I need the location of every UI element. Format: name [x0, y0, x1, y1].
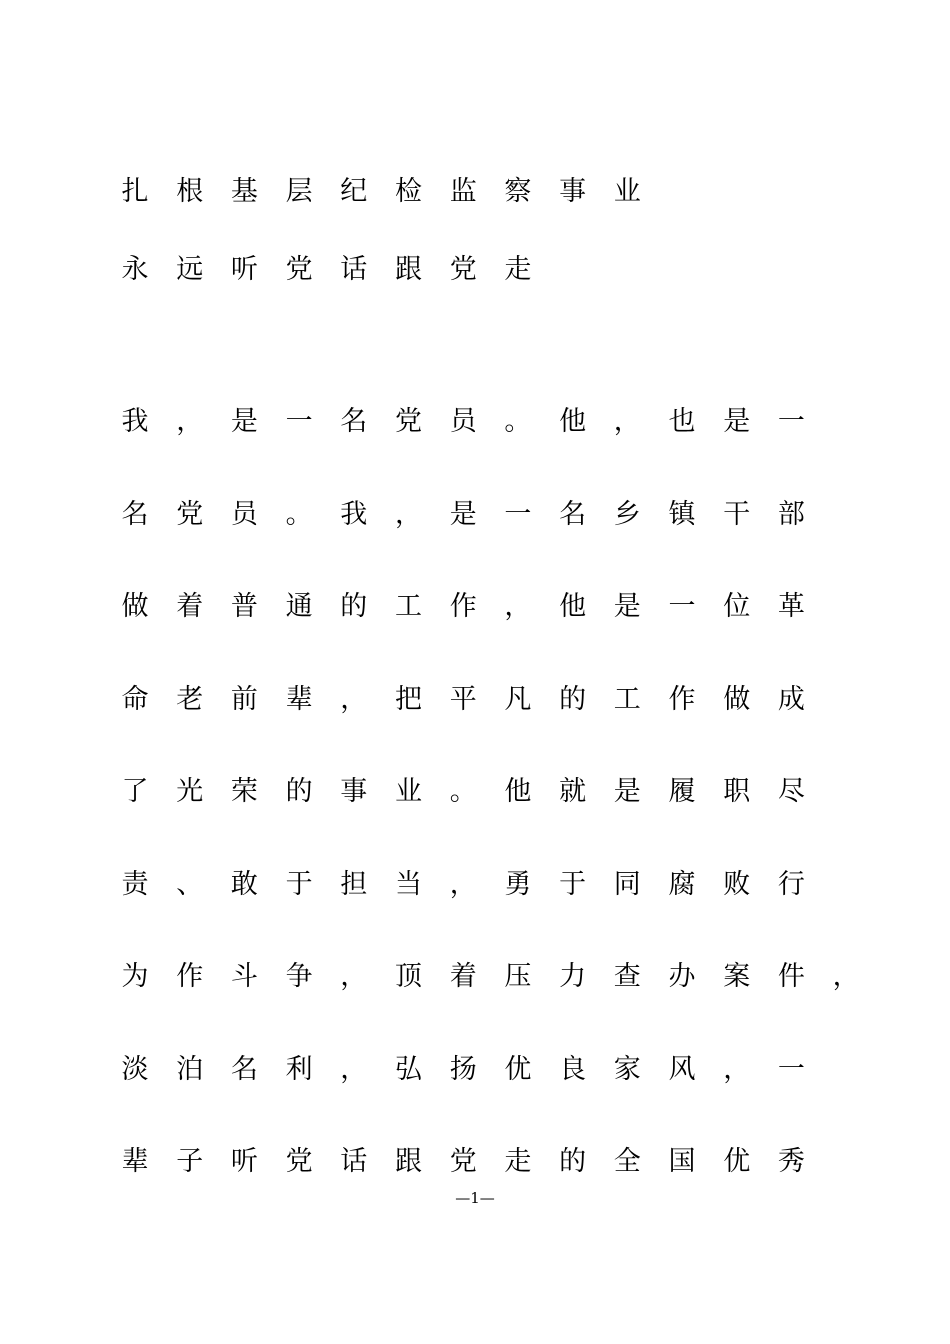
- character: 他: [559, 591, 587, 622]
- character: 于: [285, 869, 313, 900]
- character: 名: [559, 499, 587, 530]
- character: 扎: [121, 176, 149, 207]
- character: ，: [613, 406, 641, 437]
- character: 层: [285, 176, 313, 207]
- character: 前: [230, 684, 258, 715]
- character: 名: [340, 406, 368, 437]
- character: 是: [613, 591, 641, 622]
- character: ，: [832, 961, 860, 992]
- character: 干: [723, 499, 751, 530]
- character: 淡: [121, 1054, 149, 1085]
- character: 事: [340, 776, 368, 807]
- character: 力: [559, 961, 587, 992]
- character: 。: [504, 406, 532, 437]
- character: 着: [449, 961, 477, 992]
- character: 案: [723, 961, 751, 992]
- character: 办: [668, 961, 696, 992]
- character: 员: [449, 406, 477, 437]
- character: 党: [176, 499, 204, 530]
- character: 工: [395, 591, 422, 622]
- character: 一: [668, 591, 696, 622]
- character: 命: [121, 684, 149, 715]
- character: 优: [504, 1054, 532, 1085]
- character: 家: [613, 1054, 641, 1085]
- character: 党: [395, 406, 422, 437]
- character: 镇: [668, 499, 696, 530]
- character: ，: [395, 499, 422, 530]
- character: 事: [559, 176, 587, 207]
- character: 为: [121, 961, 149, 992]
- character: 革: [777, 591, 805, 622]
- character: 职: [723, 776, 751, 807]
- character: 就: [559, 776, 587, 807]
- character: ，: [176, 406, 204, 437]
- character: 业: [613, 176, 641, 207]
- character: 的: [285, 776, 313, 807]
- character: 全: [613, 1146, 641, 1177]
- character: 、: [176, 869, 204, 900]
- character: 国: [668, 1146, 696, 1177]
- character: 顶: [395, 961, 422, 992]
- character: 压: [504, 961, 532, 992]
- character: 作: [668, 684, 696, 715]
- character: 员: [230, 499, 258, 530]
- character: 勇: [504, 869, 532, 900]
- character: 一: [777, 1054, 805, 1085]
- character: 当: [395, 869, 422, 900]
- character: 他: [559, 406, 587, 437]
- character: 的: [559, 684, 587, 715]
- character: 敢: [230, 869, 258, 900]
- character: 查: [613, 961, 641, 992]
- character: 一: [504, 499, 532, 530]
- character: 走: [504, 1146, 532, 1177]
- character: 名: [230, 1054, 258, 1085]
- character: 我: [340, 499, 368, 530]
- page-number: —1—: [455, 1189, 495, 1207]
- character: 腐: [668, 869, 696, 900]
- character: 斗: [230, 961, 258, 992]
- character: 一: [777, 406, 805, 437]
- character: 作: [176, 961, 204, 992]
- character: 行: [777, 869, 805, 900]
- character: 做: [121, 591, 149, 622]
- character: 话: [340, 254, 368, 285]
- character: 优: [723, 1146, 751, 1177]
- character: ，: [449, 869, 477, 900]
- character: 老: [176, 684, 204, 715]
- character: 着: [176, 591, 204, 622]
- character: 话: [340, 1146, 368, 1177]
- character: 根: [176, 176, 204, 207]
- character: 责: [121, 869, 149, 900]
- character: 凡: [504, 684, 532, 715]
- character: 光: [176, 776, 204, 807]
- character: ，: [504, 591, 532, 622]
- character: 辈: [285, 684, 313, 715]
- character: 位: [723, 591, 751, 622]
- character: 子: [176, 1146, 204, 1177]
- character: 检: [395, 176, 422, 207]
- character: 听: [230, 1146, 258, 1177]
- character: 败: [723, 869, 751, 900]
- character: 通: [285, 591, 313, 622]
- character: 党: [449, 254, 477, 285]
- character: 了: [121, 776, 149, 807]
- character: 是: [449, 499, 477, 530]
- character: 同: [613, 869, 641, 900]
- character: 一: [285, 406, 313, 437]
- character: 利: [285, 1054, 313, 1085]
- character: 。: [449, 776, 477, 807]
- character: 党: [285, 1146, 313, 1177]
- character: 听: [230, 254, 258, 285]
- character: ，: [340, 961, 368, 992]
- character: 做: [723, 684, 751, 715]
- character: 我: [121, 406, 149, 437]
- character: 纪: [340, 176, 368, 207]
- character: 察: [504, 176, 532, 207]
- character: 良: [559, 1054, 587, 1085]
- character: 业: [395, 776, 422, 807]
- character: 风: [668, 1054, 696, 1085]
- character: ，: [340, 684, 368, 715]
- character: 件: [777, 961, 805, 992]
- character: 跟: [395, 254, 422, 285]
- character: 履: [668, 776, 696, 807]
- character: 部: [777, 499, 805, 530]
- character: 名: [121, 499, 149, 530]
- character: 担: [340, 869, 368, 900]
- character: 跟: [395, 1146, 422, 1177]
- character: 普: [230, 591, 258, 622]
- character: 秀: [777, 1146, 805, 1177]
- character: 走: [504, 254, 532, 285]
- character: 尽: [777, 776, 805, 807]
- character: 荣: [230, 776, 258, 807]
- character: 是: [230, 406, 258, 437]
- character: 作: [449, 591, 477, 622]
- character: 也: [668, 406, 696, 437]
- character: 永: [121, 254, 149, 285]
- character: 工: [613, 684, 641, 715]
- character: 他: [504, 776, 532, 807]
- character: 把: [395, 684, 422, 715]
- character: 泊: [176, 1054, 204, 1085]
- character: 党: [285, 254, 313, 285]
- character: ，: [340, 1054, 368, 1085]
- character: 争: [285, 961, 313, 992]
- character: 党: [449, 1146, 477, 1177]
- character: 的: [340, 591, 368, 622]
- character: 乡: [613, 499, 641, 530]
- character: 。: [285, 499, 313, 530]
- character: 平: [449, 684, 477, 715]
- character: 成: [777, 684, 805, 715]
- character: 于: [559, 869, 587, 900]
- character: ，: [723, 1054, 751, 1085]
- character: 远: [176, 254, 204, 285]
- character: 监: [449, 176, 477, 207]
- character: 是: [613, 776, 641, 807]
- character: 基: [230, 176, 258, 207]
- character: 的: [559, 1146, 587, 1177]
- character: 是: [723, 406, 751, 437]
- character: 扬: [449, 1054, 477, 1085]
- character: 辈: [121, 1146, 149, 1177]
- character: 弘: [395, 1054, 422, 1085]
